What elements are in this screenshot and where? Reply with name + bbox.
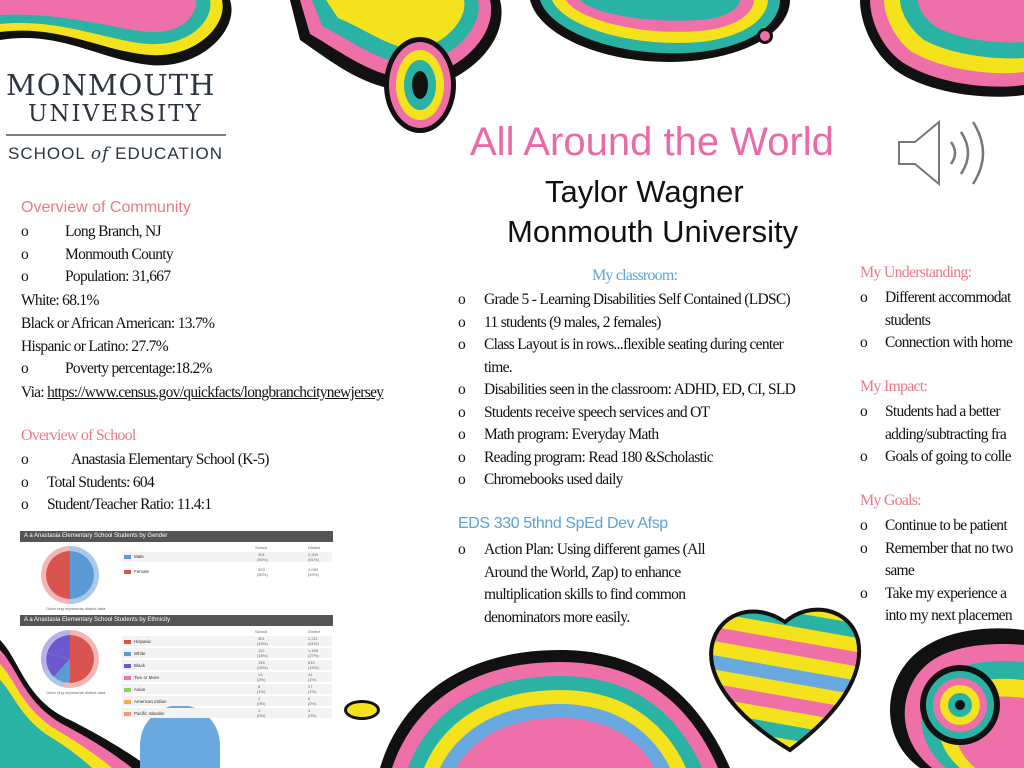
concentric-right-edge — [920, 665, 1000, 745]
col-district: District — [308, 629, 321, 634]
cell: 1,156 — [308, 648, 319, 653]
poster-title: All Around the World — [470, 120, 834, 164]
table-row — [122, 636, 332, 646]
list-item: o Population: 31,667 — [21, 268, 171, 285]
list-item: multiplication skills to find common — [484, 586, 686, 603]
list-item: same — [885, 562, 915, 579]
ethnicity-chart-note: Outer ring represents district data — [46, 690, 106, 695]
community-heading: Overview of Community — [21, 199, 191, 216]
cell: 1 — [258, 708, 261, 713]
legend-item: Black — [124, 663, 145, 668]
list-item: o Take my experience a — [860, 584, 1007, 602]
list-item: o Continue to be patient — [860, 517, 1007, 534]
cell: 810 — [308, 660, 315, 665]
list-item: o Anastasia Elementary School (K-5) — [21, 451, 269, 468]
cell: (0%) — [308, 701, 317, 706]
list-item: o Disabilities seen in the classroom: ADHD, ED, CI, SLD — [458, 381, 796, 398]
source-line: Via: https://www.census.gov/quickfacts/longbranchcitynewjersey — [21, 384, 384, 401]
logo-school-of-education: SCHOOL of EDUCATION — [8, 144, 223, 164]
list-item: o Monmouth County — [21, 245, 173, 263]
table-row — [122, 684, 332, 694]
cell: (1%) — [308, 677, 317, 682]
cell: (0%) — [257, 701, 266, 706]
cell: (49%) — [257, 641, 268, 646]
goals-heading: My Goals: — [860, 492, 921, 509]
cell: 13 — [258, 672, 263, 677]
legend-item: Asian — [124, 687, 145, 692]
cell: (2%) — [257, 677, 266, 682]
cell: (49%) — [308, 572, 319, 577]
cell: 8 — [258, 684, 261, 689]
list-item: o Long Branch, NJ — [21, 223, 161, 240]
gender-pie — [40, 545, 100, 605]
cell: 155 — [258, 660, 265, 665]
goals-list — [860, 515, 1024, 628]
cell: 2,209 — [308, 552, 319, 557]
cell: 4 — [308, 708, 311, 713]
legend-item: American Indian — [124, 699, 167, 704]
table-row — [122, 648, 332, 658]
gender-chart-note: Outer ring represents district data — [46, 606, 106, 611]
list-item: o Reading program: Read 180 &Scholastic — [458, 448, 713, 466]
impact-list — [860, 401, 1024, 469]
cell: (27%) — [308, 653, 319, 658]
legend-female: Female — [124, 569, 149, 574]
cell: (1%) — [308, 689, 317, 694]
school-heading: Overview of School — [21, 427, 136, 444]
legend-item: Two or More — [124, 675, 159, 680]
cell: 2,089 — [308, 567, 319, 572]
list-item: into my next placemen — [885, 607, 1012, 624]
gender-chart — [20, 531, 333, 611]
list-item: o Student/Teacher Ratio: 11.4:1 — [21, 496, 212, 513]
author-name: Taylor Wagner — [545, 174, 744, 209]
legend-item: White — [124, 651, 146, 656]
cell: (51%) — [308, 557, 319, 562]
cell: (50%) — [257, 572, 268, 577]
speaker-icon[interactable] — [895, 112, 999, 194]
logo-monmouth: MONMOUTH — [6, 68, 216, 102]
legend-item: Pacific Islander — [124, 711, 165, 716]
cell: (1%) — [257, 689, 266, 694]
logo-divider — [6, 134, 226, 136]
list-item: o Goals of going to colle — [860, 448, 1011, 465]
list-item: adding/subtracting fra — [885, 425, 1007, 443]
census-link[interactable]: https://www.census.gov/quickfacts/longbranchcitynewjersey — [47, 384, 384, 401]
list-item: o Grade 5 - Learning Disabilities Self Contained (LDSC) — [458, 291, 790, 308]
cell: (26%) — [257, 665, 268, 670]
cell: 27 — [308, 684, 313, 689]
cell: (51%) — [308, 641, 319, 646]
col-district: District — [308, 545, 321, 550]
list-item: time. — [484, 358, 512, 376]
col-school: School — [255, 545, 268, 550]
col-school: School — [255, 629, 268, 634]
cell: 2,211 — [308, 636, 318, 641]
stat-hispanic: Hispanic or Latino: 27.7% — [21, 338, 168, 355]
list-item: o Different accommodat — [860, 289, 1011, 306]
table-row — [122, 660, 332, 670]
cell: (50%) — [257, 557, 268, 562]
list-item: o Action Plan: Using different games (All — [458, 541, 705, 558]
understanding-list — [860, 287, 1024, 355]
cell: (0%) — [257, 713, 266, 718]
concentric-top-right — [860, 0, 1024, 97]
understanding-heading: My Understanding: — [860, 264, 972, 281]
cell: (19%) — [308, 665, 319, 670]
classroom-heading: My classroom: — [592, 267, 678, 284]
classroom-list — [458, 289, 795, 492]
list-item: o Math program: Everyday Math — [458, 426, 659, 443]
list-item: o Class Layout is in rows...flexible seating during center — [458, 336, 784, 353]
legend-item: Hispanic — [124, 639, 151, 644]
gender-chart-title: A a Anastasia Elementary School Students by Gender — [20, 531, 333, 542]
blob-small-center — [384, 37, 456, 133]
stat-black: Black or African American: 13.7% — [21, 315, 215, 332]
cell: (18%) — [257, 653, 268, 658]
list-item: o Chromebooks used daily — [458, 471, 623, 488]
legend-male: Male — [124, 554, 144, 559]
cell: 41 — [308, 672, 313, 677]
eds-list — [458, 539, 705, 629]
eds-heading: EDS 330 5thnd SpEd Dev Afsp — [458, 515, 668, 532]
cell: 303 — [258, 567, 265, 572]
ethnicity-pie — [40, 629, 100, 689]
list-item: denominators more easily. — [484, 608, 630, 626]
list-item: o Remember that no two — [860, 539, 1013, 557]
cell: 301 — [258, 552, 265, 557]
striped-heart — [691, 595, 880, 755]
rainbow-top-right — [530, 0, 790, 62]
cell: (0%) — [308, 713, 317, 718]
list-item: o Total Students: 604 — [21, 473, 155, 491]
poverty-list — [21, 358, 212, 381]
impact-heading: My Impact: — [860, 378, 928, 395]
author-university: Monmouth University — [507, 214, 799, 249]
rainbow-bottom-center — [380, 650, 730, 768]
blob-top-left — [0, 0, 232, 65]
logo-university: UNIVERSITY — [28, 101, 203, 127]
list-item: o Students receive speech services and OT — [458, 403, 710, 421]
list-item: o Connection with home — [860, 334, 1013, 351]
stat-white: White: 68.1% — [21, 292, 99, 309]
list-item: o Poverty percentage:18.2% — [21, 360, 212, 377]
ethnicity-chart-title: A a Anastasia Elementary School Students by Ethnicity — [20, 615, 333, 626]
list-item: Around the World, Zap) to enhance — [484, 563, 681, 581]
cell: 6 — [308, 696, 311, 701]
community-list — [21, 221, 173, 289]
list-item: o 11 students (9 males, 2 females) — [458, 313, 661, 331]
cell: 110 — [258, 648, 265, 653]
list-item: students — [885, 311, 931, 329]
list-item: o Students had a better — [860, 403, 1000, 420]
cell: 2 — [258, 696, 261, 701]
cell: 301 — [258, 636, 265, 641]
ethnicity-chart — [20, 615, 333, 725]
school-list — [21, 449, 269, 517]
